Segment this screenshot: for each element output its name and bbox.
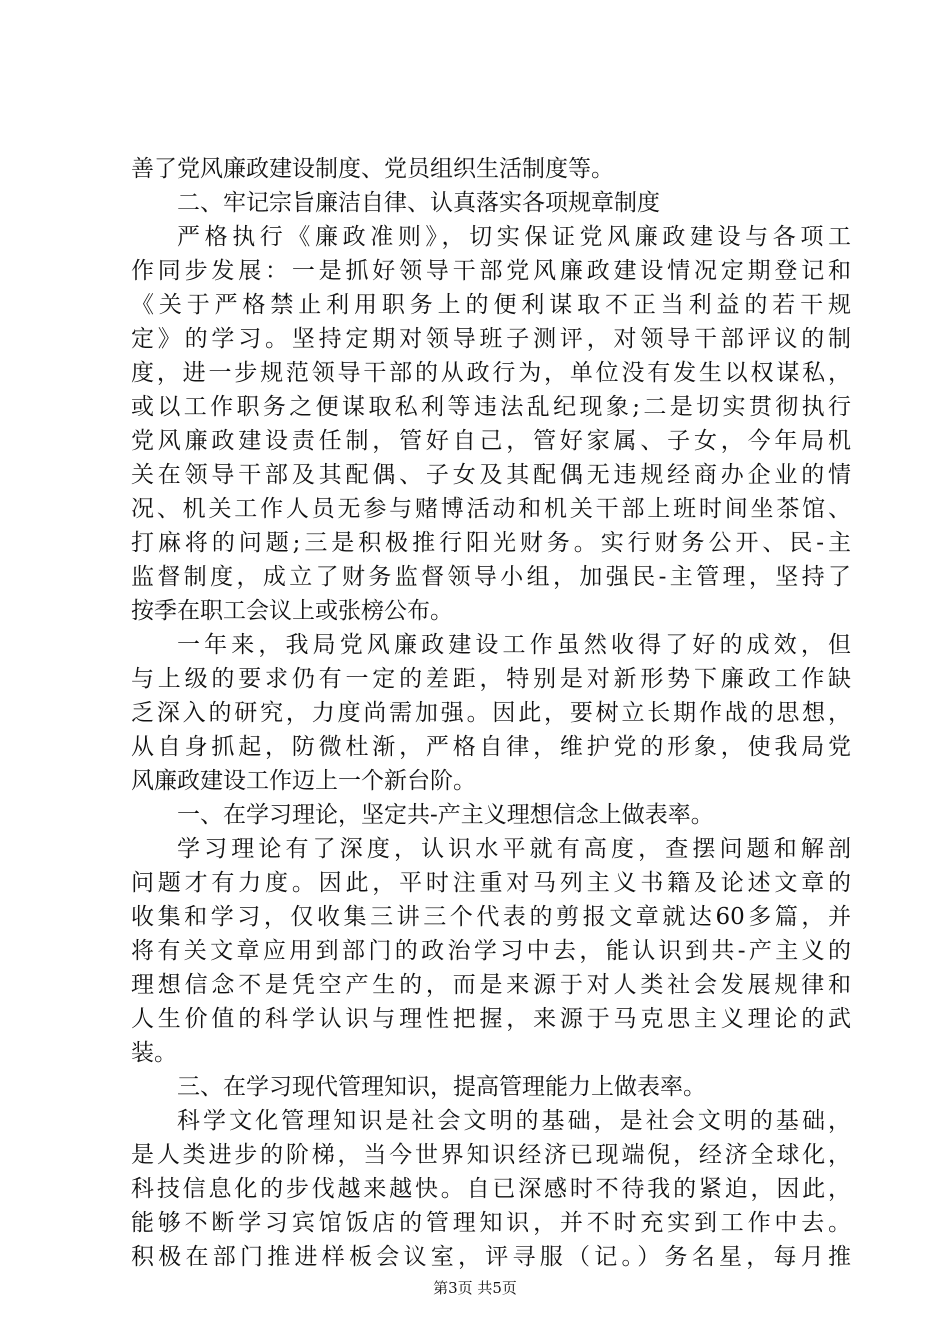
- section-heading: 三、在学习现代管理知识，提高管理能力上做表率。: [177, 1074, 706, 1100]
- text-line: 度，进一步规范领导干部的从政行为，单位没有发生以权谋私，: [131, 360, 851, 386]
- text-line: 作同步发展：一是抓好领导干部党风廉政建设情况定期登记和: [131, 258, 851, 284]
- text-line: 从自身抓起，防微杜渐，严格自律，维护党的形象，使我局党: [131, 734, 851, 760]
- text-line: 监督制度，成立了财务监督领导小组，加强民-主管理，坚持了: [131, 564, 851, 590]
- text-line: 乏深入的研究，力度尚需加强。因此，要树立长期作战的思想，: [131, 700, 851, 726]
- text-line: 风廉政建设工作迈上一个新台阶。: [131, 768, 476, 794]
- text-line: 科技信息化的步伐越来越快。自已深感时不待我的紧迫，因此，: [131, 1176, 851, 1202]
- text-line: 《关于严格禁止利用职务上的便利谋取不正当利益的若干规: [131, 292, 851, 318]
- section-heading: 一、在学习理论，坚定共-产主义理想信念上做表率。: [177, 802, 714, 828]
- text-line: 况、机关工作人员无参与赌博活动和机关干部上班时间坐茶馆、: [131, 496, 851, 522]
- page-number-footer: 第3页 共5页: [433, 1279, 517, 1297]
- text-line: 或以工作职务之便谋取私利等违法乱纪现象;二是切实贯彻执行: [131, 394, 851, 420]
- text-line: 人生价值的科学认识与理性把握，来源于马克思主义理论的武: [131, 1006, 851, 1032]
- section-heading: 二、牢记宗旨廉洁自律、认真落实各项规章制度: [177, 190, 660, 216]
- text-line: 是人类进步的阶梯，当今世界知识经济已现端倪，经济全球化，: [131, 1142, 851, 1168]
- text-line: 学习理论有了深度，认识水平就有高度，查摆问题和解剖: [177, 836, 851, 862]
- text-line: 打麻将的问题;三是积极推行阳光财务。实行财务公开、民-主: [131, 530, 851, 556]
- text-line: 科学文化管理知识是社会文明的基础，是社会文明的基础，: [177, 1108, 851, 1134]
- text-line: 能够不断学习宾馆饭店的管理知识，并不时充实到工作中去。: [131, 1210, 851, 1236]
- text-line: 装。: [131, 1040, 177, 1066]
- text-line: 严格执行《廉政准则》，切实保证党风廉政建设与各项工: [177, 224, 851, 250]
- text-line: 将有关文章应用到部门的政治学习中去，能认识到共-产主义的: [131, 938, 851, 964]
- text-line: 党风廉政建设责任制，管好自己，管好家属、子女，今年局机: [131, 428, 851, 454]
- text-line: 一年来，我局党风廉政建设工作虽然收得了好的成效，但: [177, 632, 851, 658]
- text-line: 关在领导干部及其配偶、子女及其配偶无违规经商办企业的情: [131, 462, 851, 488]
- text-line: 善了党风廉政建设制度、党员组织生活制度等。: [131, 156, 614, 182]
- text-line: 按季在职工会议上或张榜公布。: [131, 598, 453, 624]
- text-line: 与上级的要求仍有一定的差距，特别是对新形势下廉政工作缺: [131, 666, 851, 692]
- text-line: 理想信念不是凭空产生的，而是来源于对人类社会发展规律和: [131, 972, 851, 998]
- text-line: 积极在部门推进样板会议室，评寻服（记。）务名星，每月推: [131, 1244, 851, 1270]
- text-line: 收集和学习，仅收集三讲三个代表的剪报文章就达60多篇，并: [131, 904, 851, 930]
- text-line: 定》的学习。坚持定期对领导班子测评，对领导干部评议的制: [131, 326, 851, 352]
- text-line: 问题才有力度。因此，平时注重对马列主义书籍及论述文章的: [131, 870, 851, 896]
